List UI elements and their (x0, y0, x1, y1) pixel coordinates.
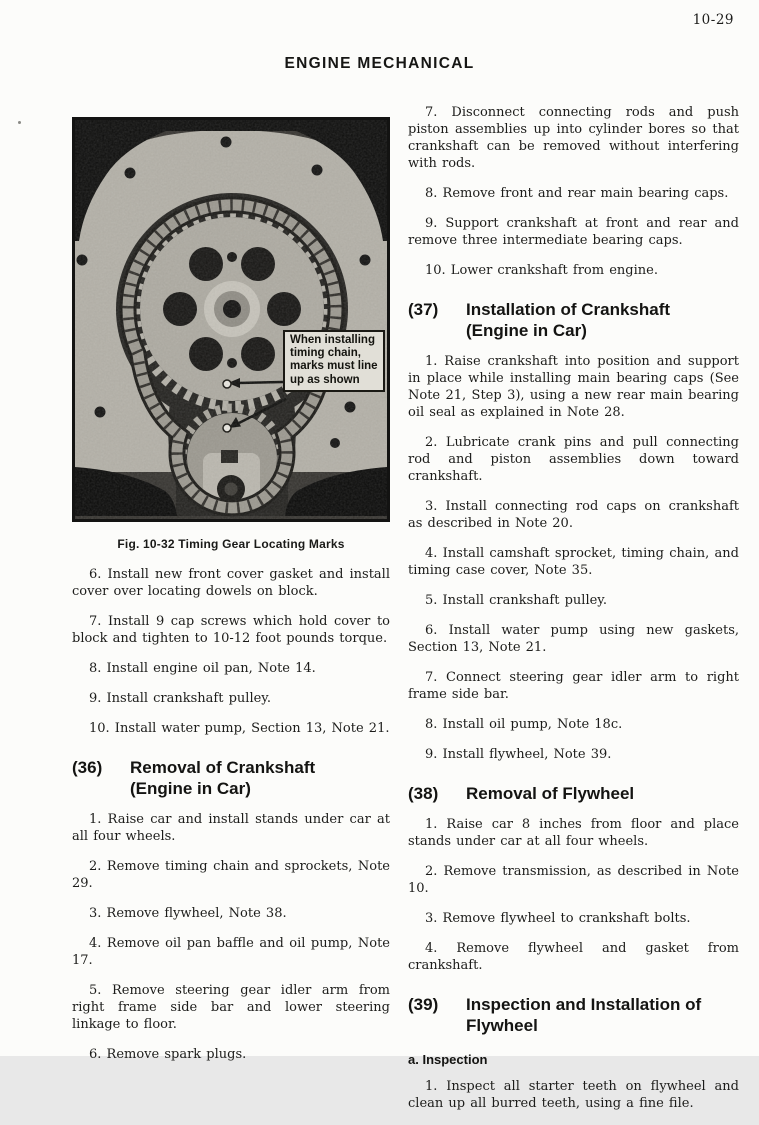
section-number: (36) (72, 758, 103, 777)
left-column (72, 117, 390, 1076)
figure-caption: Fig. 10-32 Timing Gear Locating Marks (117, 537, 345, 551)
subsection-a-inspection: a. Inspection (408, 1052, 488, 1067)
step: 7. Install 9 cap screws which hold cover to block and tighten to 10-12 foot pounds torque. (72, 614, 390, 646)
step: 4. Remove flywheel and gasket from crankshaft. (408, 941, 739, 973)
callout-line: When installing (290, 334, 375, 346)
step: 6. Install water pump using new gaskets, Section 13, Note 21. (408, 623, 739, 655)
step: 10. Install water pump, Section 13, Note 21. (89, 721, 390, 736)
timing-gear-photo (72, 117, 390, 522)
section-title: Installation of Crankshaft (Engine in Car) (466, 300, 671, 340)
section-number: (37) (408, 300, 439, 319)
section-title: Inspection and Installation of Flywheel (466, 995, 702, 1035)
step: 3. Remove flywheel to crankshaft bolts. (425, 911, 691, 926)
step: 7. Disconnect connecting rods and push piston assemblies up into cylinder bores so that crankshaft can be removed without interfering with rods. (408, 105, 739, 171)
step: 10. Lower crankshaft from engine. (425, 263, 658, 278)
step: 4. Remove oil pan baffle and oil pump, Note 17. (72, 936, 390, 968)
step: 8. Install oil pump, Note 18c. (425, 717, 623, 732)
step: 5. Remove steering gear idler arm from right frame side bar and lower steering linkage to floor. (72, 983, 390, 1032)
step: 1. Inspect all starter teeth on flywheel and clean up all burred teeth, using a fine file. (408, 1079, 739, 1111)
step: 9. Install crankshaft pulley. (89, 691, 272, 706)
step: 9. Support crankshaft at front and rear and remove three intermediate bearing caps. (408, 216, 739, 248)
section-title: Removal of Crankshaft (Engine in Car) (130, 758, 316, 798)
step: 1. Raise crankshaft into position and support in place while installing main bearing caps (See Note 21, Step 3), using a new rear main bearing oil seal as explained in Note 28. (408, 354, 739, 420)
step: 3. Install connecting rod caps on crankshaft as described in Note 20. (408, 499, 739, 531)
callout-line: up as shown (290, 373, 360, 386)
right-column (408, 104, 739, 1125)
step: 6. Remove spark plugs. (89, 1047, 247, 1062)
section-37-heading (408, 299, 739, 341)
callout-line: timing chain, (290, 347, 361, 360)
page-number: 10-29 (692, 12, 734, 28)
figure-callout (283, 330, 385, 392)
step: 1. Raise car 8 inches from floor and place stands under car at all four wheels. (408, 817, 739, 849)
section-number: (39) (408, 995, 439, 1014)
section-39-heading (408, 994, 739, 1036)
step: 8. Install engine oil pan, Note 14. (89, 661, 316, 676)
scan-speck (18, 121, 21, 124)
step: 3. Remove flywheel, Note 38. (89, 906, 287, 921)
step: 5. Install crankshaft pulley. (425, 593, 608, 608)
step: 8. Remove front and rear main bearing caps. (425, 186, 729, 201)
step: 1. Raise car and install stands under car at all four wheels. (72, 812, 390, 844)
step: 7. Connect steering gear idler arm to right frame side bar. (408, 670, 739, 702)
section-38-heading (408, 783, 739, 804)
step: 4. Install camshaft sprocket, timing chain, and timing case cover, Note 35. (408, 546, 739, 578)
figure-timing-gear (72, 117, 390, 522)
section-title: Removal of Flywheel (466, 784, 635, 803)
step: 9. Install flywheel, Note 39. (425, 747, 612, 762)
page-title: ENGINE MECHANICAL (284, 55, 475, 72)
step: 2. Remove transmission, as described in Note 10. (408, 864, 739, 896)
section-number: (38) (408, 784, 439, 803)
step: 6. Install new front cover gasket and install cover over locating dowels on block. (72, 567, 390, 599)
section-36-heading (72, 757, 390, 799)
callout-line: marks must line (290, 360, 378, 373)
step: 2. Remove timing chain and sprockets, Note 29. (72, 859, 390, 891)
step: 2. Lubricate crank pins and pull connecting rod and piston assemblies down toward crankshaft. (408, 435, 739, 484)
